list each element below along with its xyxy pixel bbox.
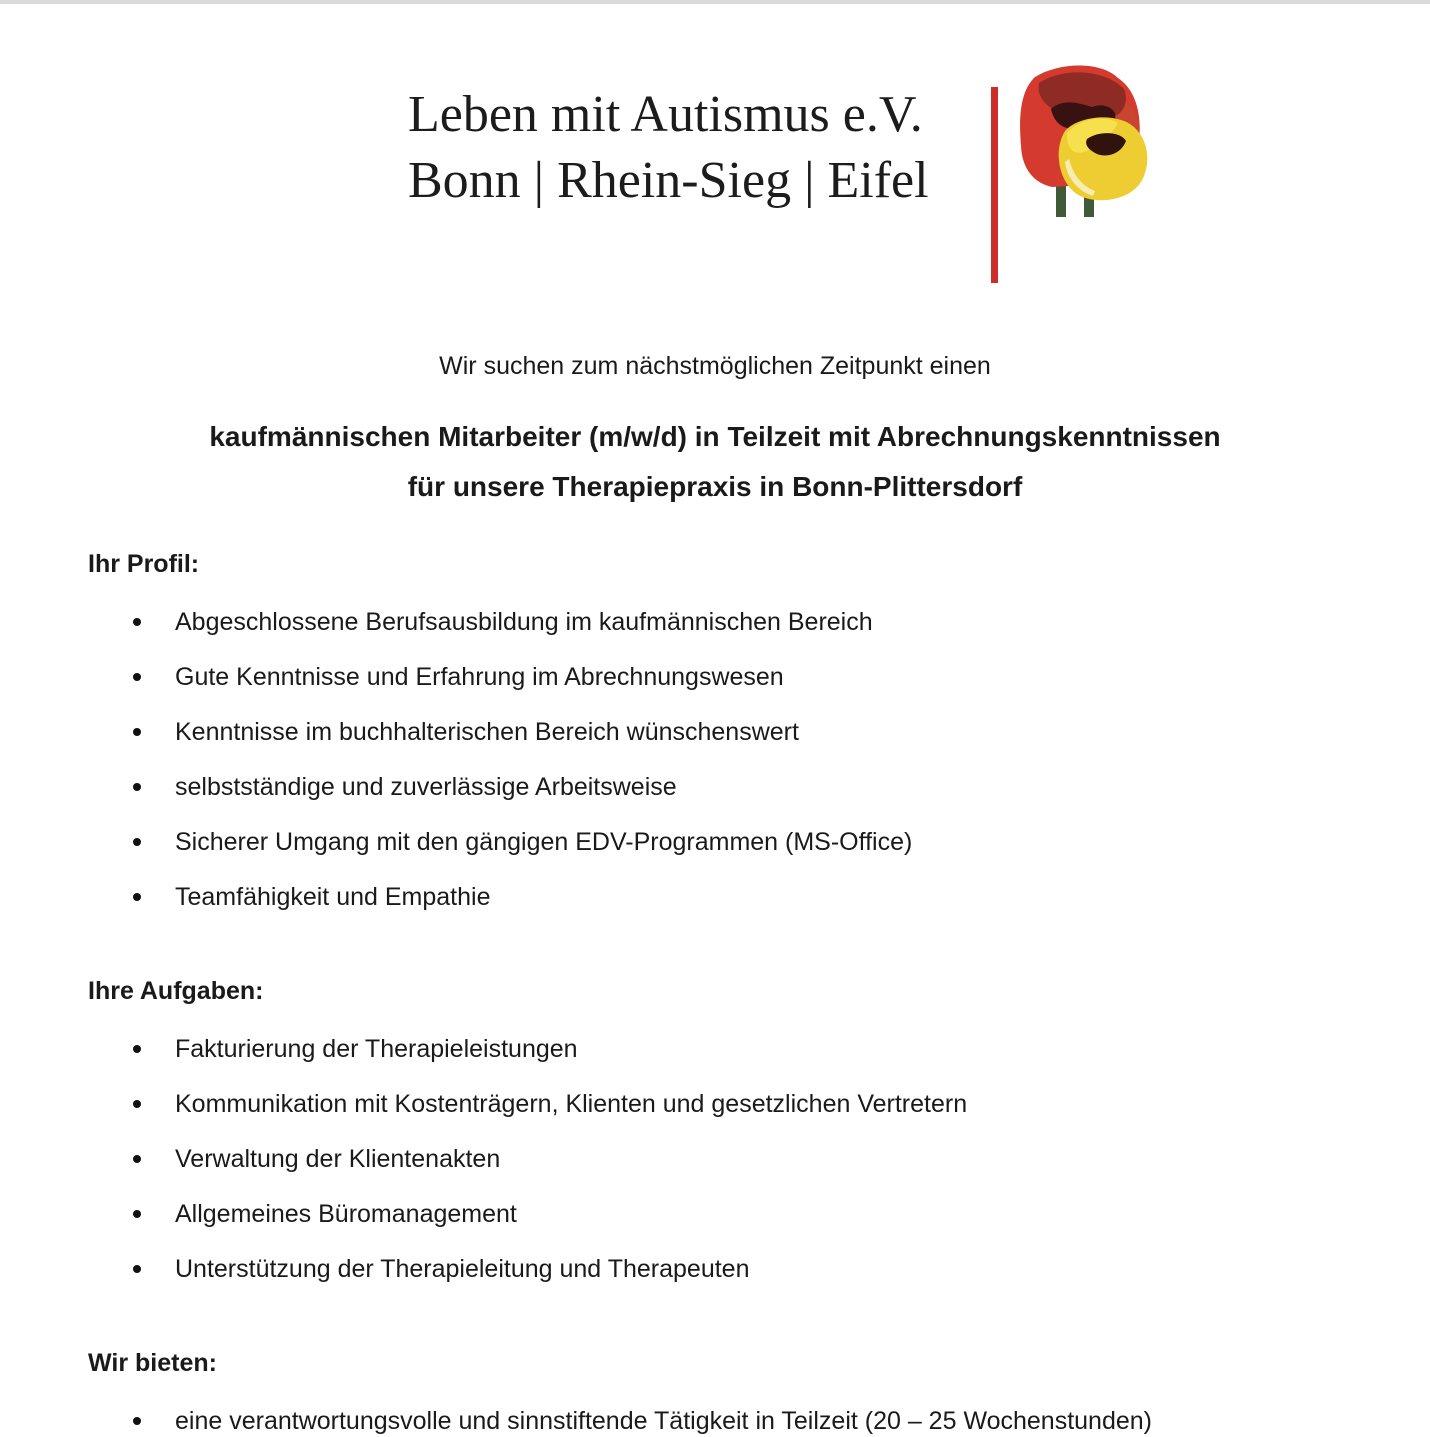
bullet-icon: [133, 673, 141, 681]
list-item-text: Kenntnisse im buchhalterischen Bereich wünschenswert: [175, 718, 799, 746]
job-title-line-1: kaufmännischen Mitarbeiter (m/w/d) in Teilzeit mit Abrechnungskenntnissen: [209, 421, 1221, 452]
list-item-text: selbstständige und zuverlässige Arbeitsweise: [175, 773, 677, 801]
bullet-icon: [133, 618, 141, 626]
bullet-icon: [133, 1265, 141, 1273]
list-item: [88, 1143, 1342, 1175]
bullet-icon: [133, 728, 141, 736]
list-item-text: Gute Kenntnisse und Erfahrung im Abrechnungswesen: [175, 663, 784, 691]
bullet-icon: [133, 1417, 141, 1425]
bullet-icon: [133, 783, 141, 791]
bullet-icon: [133, 1155, 141, 1163]
list-item: [88, 606, 1342, 638]
list-item-text: Unterstützung der Therapieleitung und Therapeuten: [175, 1255, 750, 1283]
profile-bullet-list: [88, 606, 1342, 913]
logo-line-regions: Bonn | Rhein-Sieg | Eifel: [408, 152, 929, 209]
list-item: [88, 1088, 1342, 1120]
logo-divider-bar: [991, 87, 998, 283]
section-offer: [88, 1347, 1342, 1437]
poppy-flowers-icon: [1005, 61, 1157, 219]
list-item-text: Fakturierung der Therapieleistungen: [175, 1035, 578, 1063]
section-heading-offer: Wir bieten:: [88, 1349, 217, 1377]
list-item: [88, 826, 1342, 858]
bullet-icon: [133, 1100, 141, 1108]
section-tasks: [88, 975, 1342, 1285]
job-title-line-2: für unsere Therapiepraxis in Bonn-Plittersdorf: [407, 471, 1023, 502]
section-profile: [88, 548, 1342, 913]
logo-line-organization: Leben mit Autismus e.V.: [408, 86, 923, 143]
list-item-text: Verwaltung der Klientenakten: [175, 1145, 501, 1173]
list-item: [88, 661, 1342, 693]
list-item-text: Kommunikation mit Kostenträgern, Klienten und gesetzlichen Vertretern: [175, 1090, 968, 1118]
section-heading-profile: Ihr Profil:: [88, 550, 200, 578]
list-item: [88, 1253, 1342, 1285]
offer-bullet-list: [88, 1405, 1342, 1437]
bullet-icon: [133, 893, 141, 901]
section-heading-tasks: Ihre Aufgaben:: [88, 977, 264, 1005]
list-item: [88, 1198, 1342, 1230]
list-item: [88, 1033, 1342, 1065]
list-item: [88, 716, 1342, 748]
logo-header: [0, 4, 1430, 290]
list-item-text: Sicherer Umgang mit den gängigen EDV-Programmen (MS-Office): [175, 828, 913, 856]
list-item-text: Allgemeines Büromanagement: [175, 1200, 517, 1228]
job-title: [0, 412, 1430, 512]
logo-wordmark: [408, 82, 929, 214]
list-item-text: Abgeschlossene Berufsausbildung im kaufmännischen Bereich: [175, 608, 873, 636]
bullet-icon: [133, 1045, 141, 1053]
bullet-icon: [133, 1210, 141, 1218]
list-item-text: eine verantwortungsvolle und sinnstiftende Tätigkeit in Teilzeit (20 – 25 Wochenstunden): [175, 1407, 1152, 1435]
bullet-icon: [133, 838, 141, 846]
intro-text: Wir suchen zum nächstmöglichen Zeitpunkt einen: [439, 352, 991, 380]
tasks-bullet-list: [88, 1033, 1342, 1285]
list-item-text: Teamfähigkeit und Empathie: [175, 883, 491, 911]
list-item: [88, 881, 1342, 913]
list-item: [88, 771, 1342, 803]
list-item: [88, 1405, 1342, 1437]
